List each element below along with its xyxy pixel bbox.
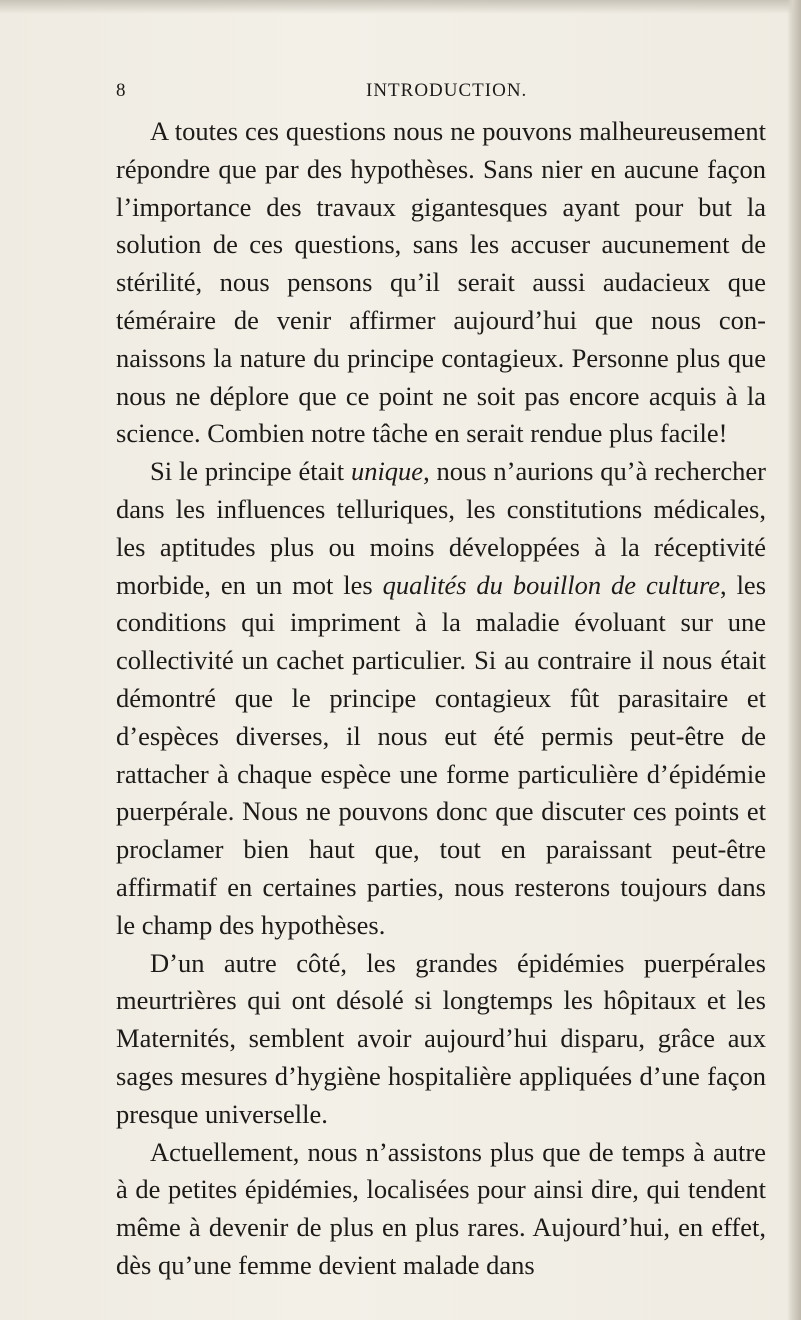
text-segment: A toutes ces questions nous ne pouvons malheureusement répondre que par des hypothèses. Sans nier en aucune façon l’importance des travaux gigantesques ayant pour but la solution de ces questions, sans les accuser aucunement de stérilité, nous pensons qu’il serait aussi audacieux que téméraire de venir affirmer aujourd’hui que nous connaissons la nature du principe contagieux. Personne plus que nous ne déplore que ce point ne soit pas encore acquis à la science. Combien notre tâche en serait rendue plus facile! — [116, 116, 766, 449]
paragraph — [116, 453, 766, 944]
text-segment: , les conditions qui impriment à la maladie évoluant sur une collectivité un cachet particulier. Si au contraire il nous était démontré que le principe contagieux fût parasitaire et d’espèces diverses, il nous eut été permis peut-être de rattacher à chaque espèce une forme particulière d’épidémie puerpérale. Nous ne pouvons donc que discuter ces points et proclamer bien haut que, tout en paraissant peut-être affirmatif en certaines parties, nous resterons toujours dans le champ des hypothèses. — [116, 569, 767, 940]
running-title: INTRODUCTION. — [366, 80, 528, 101]
text-segment: , nous n’aurions qu’à rechercher dans les influences telluriques, les constitutions médicales, les aptitudes plus ou moins développées à la réceptivité morbide, en un mot les — [116, 456, 766, 600]
text-segment: Si le principe était — [150, 456, 351, 487]
text-segment: Actuellement, nous n’assistons plus que de temps à autre à de petites épidémies, localisées pour ainsi dire, qui tendent même à devenir de plus en plus rares. Aujourd’hui, en effet, dès qu’une femme devient malade dans — [116, 1136, 766, 1280]
page-header — [116, 80, 756, 110]
top-shadow — [0, 0, 801, 14]
italic-term: unique — [350, 456, 424, 487]
paragraph — [116, 113, 766, 453]
page-edge — [787, 0, 801, 1320]
text-segment: D’un autre côté, les grandes épidémies puerpérales meurtrières qui ont désolé si longtemps les hôpitaux et les Maternités, semblent avoir aujourd’hui disparu, grâce aux sages mesures d’hygiène hospitalière appliquées d’une façon presque universelle. — [116, 947, 766, 1129]
paragraph — [116, 945, 766, 1134]
page-number: 8 — [116, 80, 127, 101]
body-text — [116, 113, 766, 1285]
paragraph — [116, 1134, 766, 1285]
italic-term: qualités du bouillon de culture — [382, 569, 721, 600]
